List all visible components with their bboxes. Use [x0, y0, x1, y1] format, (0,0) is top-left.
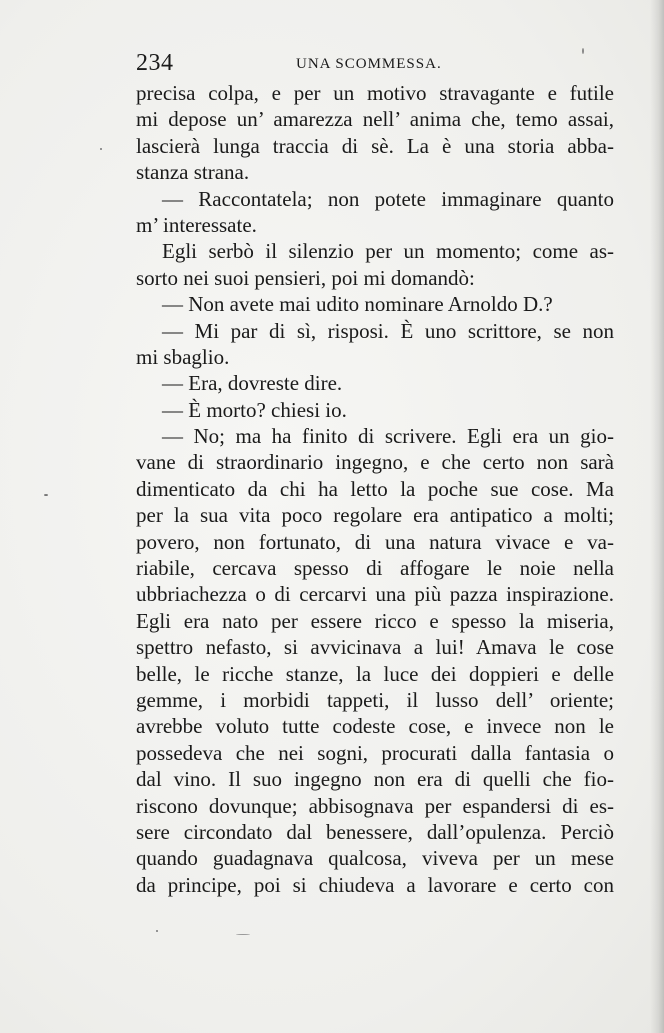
text-line: lascierà lunga traccia di sè. La è una storia abba- — [136, 133, 614, 158]
text-line: — Era, dovreste dire. — [162, 371, 343, 396]
text-line: sere circondato dal benessere, dall’opulenza. Perciò — [136, 819, 614, 844]
paper-speck — [156, 930, 158, 932]
text-line: Egli serbò il silenzio per un momento; come as- — [162, 239, 614, 264]
text-line: gemme, i morbidi tappeti, il lusso dell’ oriente; — [136, 687, 614, 712]
text-line: dal vino. Il suo ingegno non era di quelli che fio- — [136, 767, 614, 792]
text-line: povero, non fortunato, di una natura vivace e va- — [136, 529, 614, 554]
text-line: quando guadagnava qualcosa, viveva per un mese — [136, 846, 614, 871]
text-line: avrebbe voluto tutte codeste cose, e invece non le — [136, 714, 614, 739]
text-line: stanza strana. — [136, 160, 250, 185]
page-edge-shadow — [650, 0, 664, 1033]
text-line: — È morto? chiesi io. — [162, 397, 347, 422]
text-line: mi depose un’ amarezza nell’ anima che, temo assai, — [136, 107, 614, 132]
paper-speck — [582, 48, 584, 54]
running-title: UNA SCOMMESSA. — [296, 56, 442, 72]
paper-speck — [44, 494, 48, 496]
text-line: ubbriachezza o di cercarvi una più pazza inspirazione. — [136, 582, 614, 607]
text-line: dimenticato da chi ha letto la poche sue cose. Ma — [136, 476, 614, 501]
text-line: riscono dovunque; abbisognava per espandersi di es- — [136, 793, 614, 818]
text-line: — No; ma ha finito di scrivere. Egli era un gio- — [162, 424, 614, 449]
text-line: per la sua vita poco regolare era antipatico a molti; — [136, 503, 614, 528]
text-line: m’ interessate. — [136, 212, 257, 237]
text-line: precisa colpa, e per un motivo stravagante e futile — [136, 81, 614, 105]
text-line: — Raccontatela; non potete immaginare quanto — [162, 186, 614, 211]
text-line: spettro nefasto, si avvicinava a lui! Amava le cose — [136, 635, 614, 660]
text-line: — Mi par di sì, risposi. È uno scrittore, se non — [162, 318, 614, 343]
text-line: possedeva che nei sogni, procurati dalla fantasia o — [136, 740, 614, 765]
text-line: vane di straordinario ingegno, e che certo non sarà — [136, 450, 614, 475]
text-line: mi sbaglio. — [136, 344, 230, 369]
text-line: da principe, poi si chiudeva a lavorare e certo con — [136, 872, 614, 897]
text-line: — Non avete mai udito nominare Arnoldo D.? — [162, 292, 553, 317]
page-number: 234 — [136, 50, 174, 76]
page-header — [136, 50, 576, 80]
text-line: sorto nei suoi pensieri, poi mi domandò: — [136, 265, 475, 290]
body-text — [136, 80, 614, 898]
text-line: Egli era nato per essere ricco e spesso la miseria, — [136, 608, 614, 633]
text-line: belle, le ricche stanze, la luce dei doppieri e delle — [136, 661, 614, 686]
text-line: riabile, cercava spesso di affogare le noie nella — [136, 556, 614, 581]
paper-speck — [100, 148, 102, 150]
paper-speck — [236, 934, 250, 935]
